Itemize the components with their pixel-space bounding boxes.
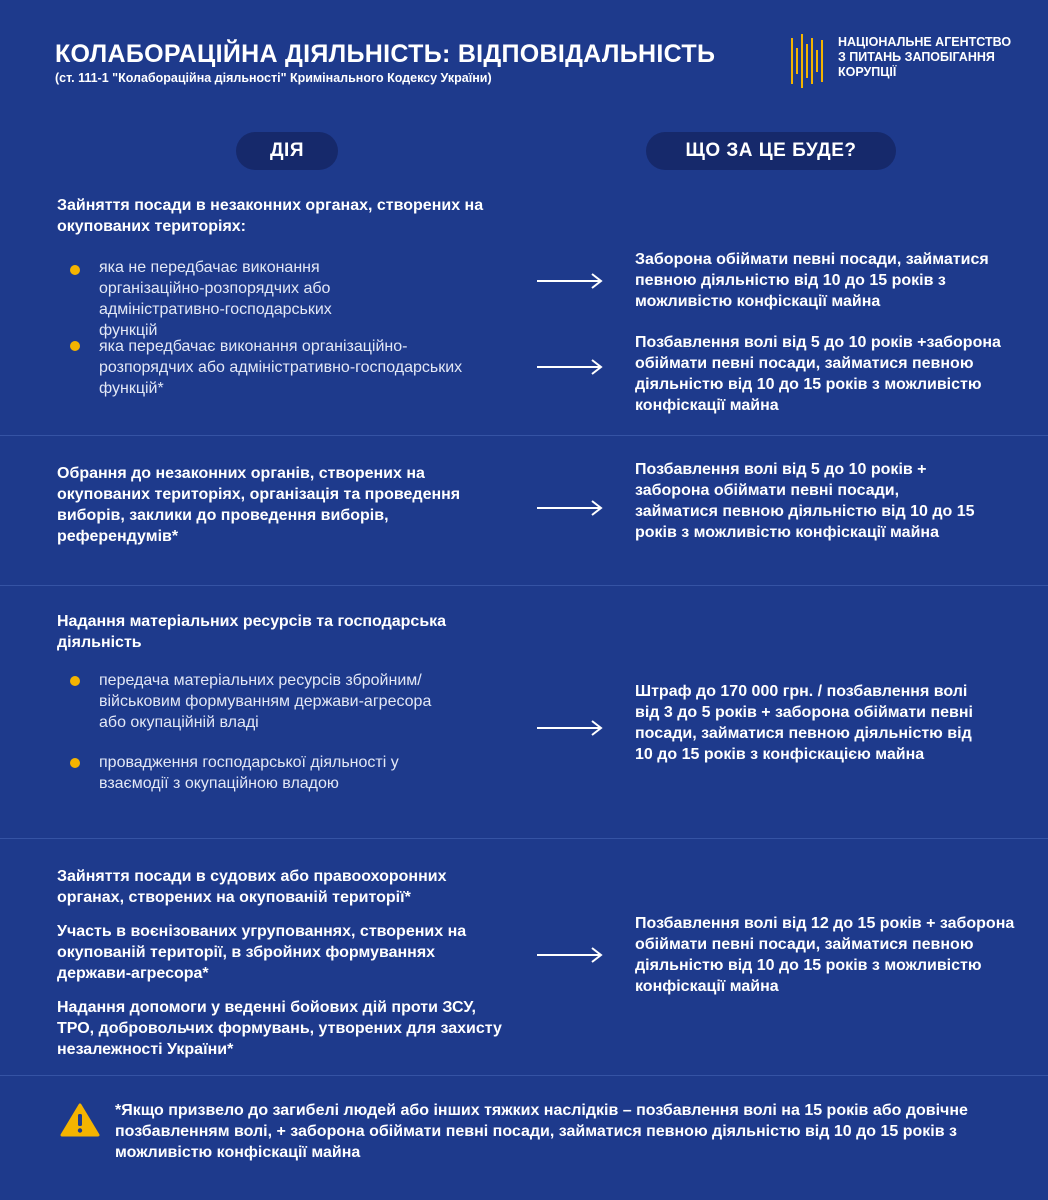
arrow-right-icon: [537, 273, 603, 289]
bullet-dot: [70, 758, 80, 768]
page-title: КОЛАБОРАЦІЙНА ДІЯЛЬНІСТЬ: ВІДПОВІДАЛЬНІСТЬ: [55, 40, 716, 68]
page-subtitle: (ст. 111-1 "Колабораційна діяльності" Кримінального Кодексу України): [55, 71, 492, 85]
section-4-heading-3: Надання допомоги у веденні бойових дій проти ЗСУ, ТРО, добровольчих формувань, утворених для захисту незалежності України*: [57, 999, 502, 1058]
logo-line: З ПИТАНЬ ЗАПОБІГАННЯ: [838, 50, 995, 64]
section-1-bullet-1: яка не передбачає виконання організаційно-розпорядчих або адміністративно-господарських функцій: [99, 259, 332, 339]
section-3-bullet-1: передача матеріальних ресурсів збройним/військовим формуванням держави-агресора або окупаційній владі: [99, 672, 432, 731]
section-2-result: Позбавлення волі від 5 до 10 років + заборона обіймати певні посади, займатися певною діяльністю від 10 до 15 років з можливістю конфіскації майна: [635, 461, 975, 541]
footnote-text: *Якщо призвело до загибелі людей або інших тяжких наслідків – позбавлення волі на 15 років або довічне позбавленням волі, + заборона обіймати певні посади, займатися певною діяльністю від 10 до 15 років з можливістю конфіскації майна: [115, 1102, 968, 1161]
section-3-heading: Надання матеріальних ресурсів та господарська діяльність: [57, 613, 447, 651]
section-1-heading: Зайняття посади в незаконних органах, створених на окупованих територіях:: [57, 197, 484, 235]
section-4-heading-1: Зайняття посади в судових або правоохоронних органах, створених на окупованій території*: [57, 868, 447, 906]
section-3-result: Штраф до 170 000 грн. / позбавлення волі від 3 до 5 років + заборона обіймати певні посади, займатися певною діяльністю від 10 до 15 років з конфіскацією майна: [635, 683, 973, 763]
section-1-result-2: Позбавлення волі від 5 до 10 років +заборона обіймати певні посади, займатися певною діяльністю від 10 до 15 років з можливістю конфіскації майна: [635, 334, 1001, 414]
arrow-right-icon: [537, 720, 603, 736]
logo-line: КОРУПЦІЇ: [838, 65, 897, 79]
arrow-right-icon: [537, 500, 603, 516]
bullet-dot: [70, 676, 80, 686]
warning-icon: [60, 1103, 100, 1137]
bullet-dot: [70, 341, 80, 351]
section-3-bullet-2: провадження господарської діяльності у взаємодії з окупаційною владою: [99, 754, 399, 792]
section-4-result: Позбавлення волі від 12 до 15 років + заборона обіймати певні посади, займатися певною діяльністю від 10 до 15 років з можливістю конфіскації майна: [635, 915, 1015, 995]
section-4-heading-2: Участь в воєнізованих угрупованнях, створених на окупованій території, в збройних формуваннях держави-агресора*: [57, 923, 467, 982]
section-divider: [0, 838, 1048, 839]
arrow-right-icon: [537, 359, 603, 375]
section-1-result-1: Заборона обіймати певні посади, займатися певною діяльністю від 10 до 15 років з можливістю конфіскації майна: [635, 251, 989, 310]
arrow-right-icon: [537, 947, 603, 963]
section-1-bullet-2: яка передбачає виконання організаційно-розпорядчих або адміністративно-господарських функцій*: [99, 338, 463, 397]
section-divider: [0, 585, 1048, 586]
logo-line: НАЦІОНАЛЬНЕ АГЕНТСТВО: [838, 35, 1012, 49]
nazk-logo-icon: [790, 34, 830, 88]
section-divider: [0, 1075, 1048, 1076]
bullet-dot: [70, 265, 80, 275]
column-header-result: ЩО ЗА ЦЕ БУДЕ?: [646, 132, 896, 170]
logo-text: [838, 35, 1011, 80]
section-2-heading: Обрання до незаконних органів, створених на окупованих територіях, організація та проведення виборів, заклики до проведення виборів, референдумів*: [57, 465, 461, 545]
section-divider: [0, 435, 1048, 436]
column-header-action: ДІЯ: [236, 132, 338, 170]
